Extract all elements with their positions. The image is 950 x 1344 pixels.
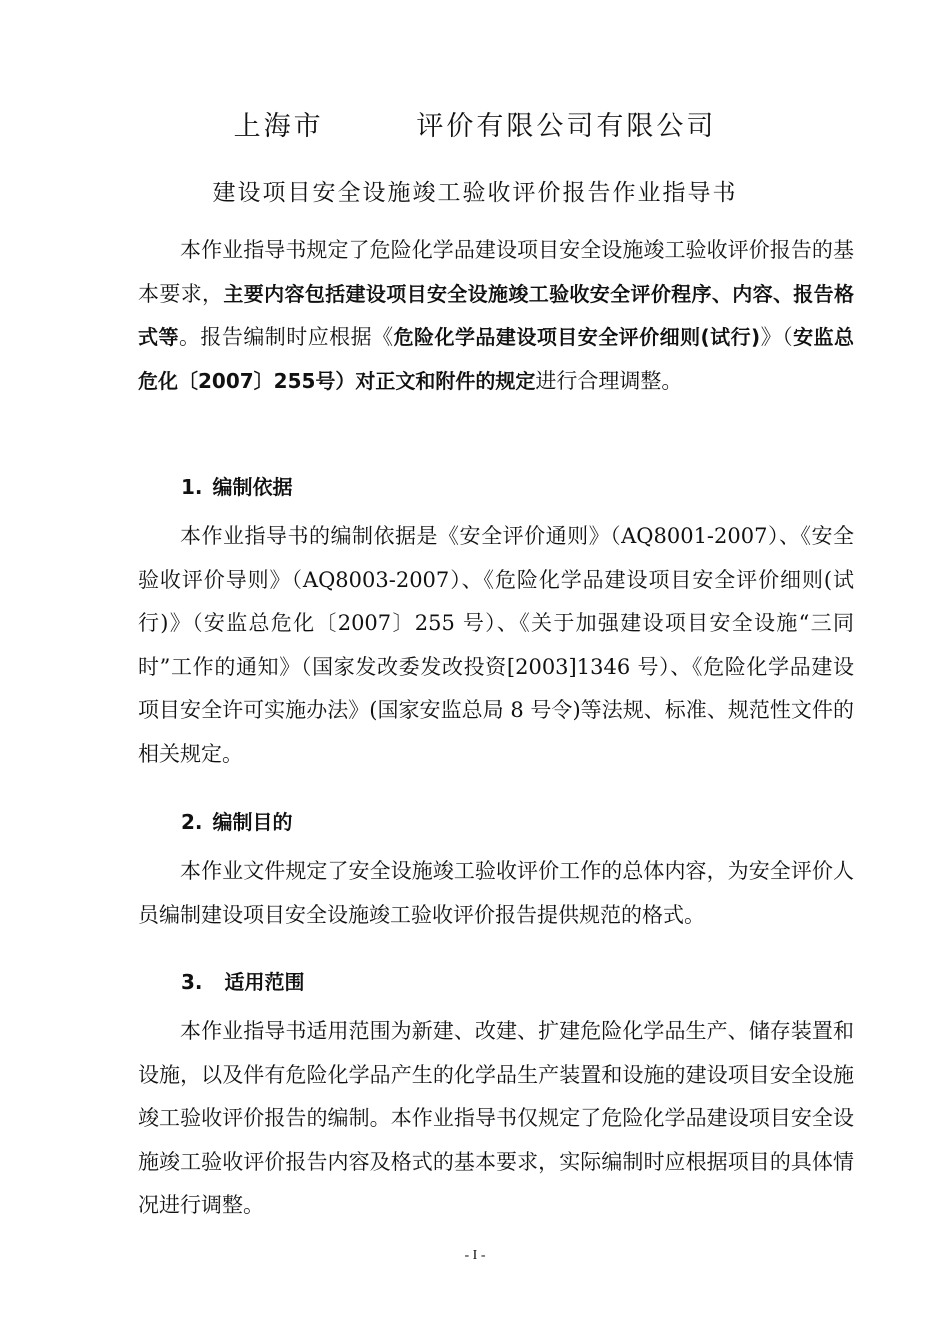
section-number: 1. bbox=[181, 475, 203, 499]
intro-paragraph bbox=[138, 229, 854, 403]
intro-mid-2: 》（ bbox=[760, 325, 794, 350]
section-body-1: 本作业指导书的编制依据是《安全评价通则》（AQ8001-2007）、《安全验收评价导则》（AQ8003-2007）、《危险化学品建设项目安全评价细则(试行)》（安监总危化〔2007〕255 号）、《关于加强建设项目安全设施“三同时”工作的通知》（国家发改委发改投资[2003]1346 号）、《危险化学品建设项目安全许可实施办法》(国家安监总局 8 号令)等法规、标准、规范性文件的相关规定。 bbox=[138, 524, 854, 766]
section-number: 2. bbox=[181, 810, 203, 834]
section-title: 编制目的 bbox=[212, 810, 293, 834]
intro-tail: 进行合理调整。 bbox=[535, 368, 683, 393]
intro-mid-1: 。报告编制时应根据《 bbox=[178, 325, 394, 350]
intro-bold-1: 主要内容包括建设项目安全设施竣工验收安全评价程序、内容、报告格式等 bbox=[138, 281, 855, 350]
section-number: 3. bbox=[181, 970, 203, 994]
section-heading-3 bbox=[181, 966, 305, 995]
document-title: 建设项目安全设施竣工验收评价报告作业指导书 bbox=[212, 180, 738, 206]
intro-bold-3: 安监总危化〔2007〕255号）对正文和附件的规定 bbox=[138, 325, 855, 393]
intro-bold-2: 危险化学品建设项目安全评价细则(试行) bbox=[393, 325, 761, 350]
page-number: - I - bbox=[464, 1248, 486, 1263]
section-title: 编制依据 bbox=[212, 475, 293, 499]
section-body-3: 本作业指导书适用范围为新建、改建、扩建危险化学品生产、储存装置和设施，以及伴有危险化学品产生的化学品生产装置和设施的建设项目安全设施竣工验收评价报告的编制。本作业指导书仅规定了危险化学品建设项目安全设施竣工验收评价报告内容及格式的基本要求，实际编制时应根据项目的具体情况进行调整。 bbox=[138, 1019, 854, 1218]
company-title: 上海市 评价有限公司有限公司 bbox=[233, 111, 717, 142]
section-heading-2 bbox=[181, 806, 293, 835]
section-heading-1 bbox=[181, 471, 293, 500]
section-title: 适用范围 bbox=[224, 970, 305, 994]
intro-lead: 本作业指导书规定了危险化学品建设项目安全设施竣工验收评价报告的基本要求， bbox=[138, 238, 854, 306]
section-body-2: 本作业文件规定了安全设施竣工验收评价工作的总体内容，为安全评价人员编制建设项目安全设施竣工验收评价报告提供规范的格式。 bbox=[138, 859, 854, 927]
